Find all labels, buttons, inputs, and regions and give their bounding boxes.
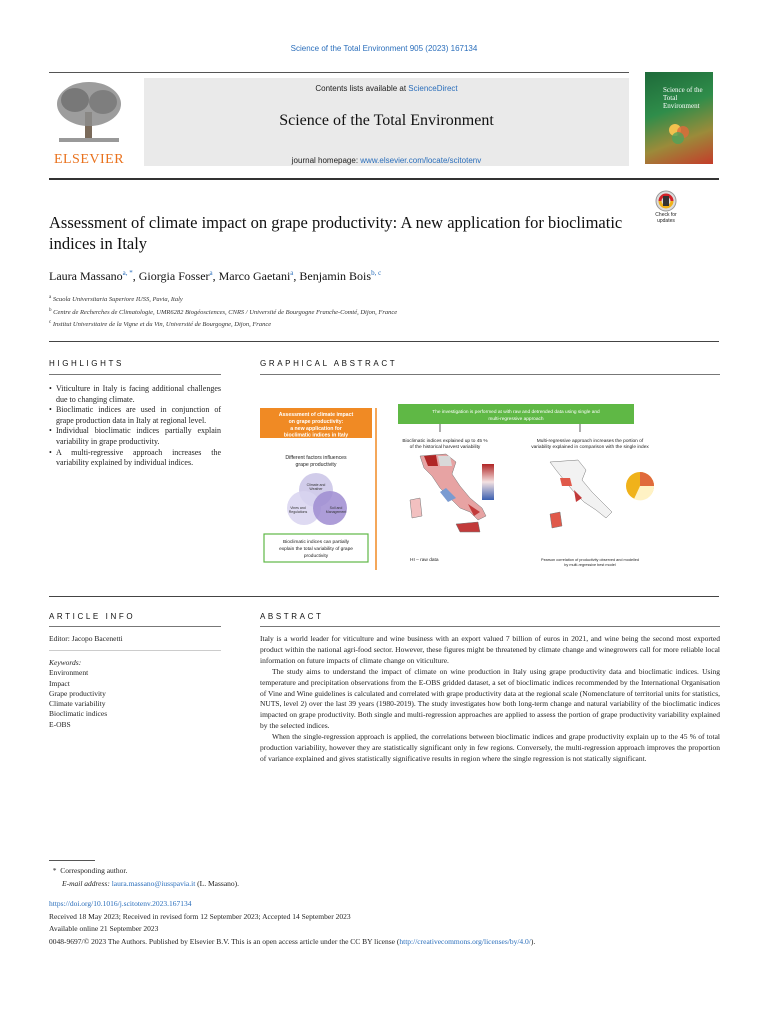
contents-prefix: Contents lists available at: [315, 84, 409, 93]
abstract-paragraph: The study aims to understand the impact of climate on wine production in Italy using grape productivity data and bioclimatic indices. Using temperature and precipitation observations from the E-OBS gridded dataset, a set of bioclimatic indices recommended by the International Organisation of Vine and Wine guidelines is calculated and correlated with grape productivity data at the regional scale (Nomenclature of territorial units for statistics, NUTS, level 2) over the last 39 years (1980-2019). The study investigates how both long-term change and natural variability of the bioclimatic indices impacted on grape productivity. Both single and multi-regression approaches are applied to assess the portion of grape productivity variability explained by the selected indices.: [260, 666, 720, 731]
affiliation: [49, 295, 183, 303]
keywords-label: Keywords:: [49, 658, 82, 667]
affiliation-text: Institut Universitaire de la Vigne et du Vin, Université de Bourgogne, Dijon, France: [52, 321, 272, 329]
author-affil-link[interactable]: b, c: [371, 269, 382, 277]
ga-title-line-2: on grape productivity:: [288, 419, 344, 425]
keywords-rule: [49, 650, 221, 651]
graphical-abstract-figure[interactable]: [260, 404, 672, 574]
ga-title-line-1: Assessment of climate impact: [278, 412, 354, 418]
graphical-abstract-heading: GRAPHICAL ABSTRACT: [260, 359, 398, 368]
ga-title-line-4: bioclimatic indices in Italy: [283, 432, 349, 439]
author-affil-link[interactable]: a: [290, 269, 294, 277]
keyword[interactable]: Bioclimatic indices: [49, 709, 108, 719]
abstract-heading: ABSTRACT: [260, 612, 324, 621]
license-link[interactable]: http://creativecommons.org/licenses/by/4.0/: [399, 937, 531, 946]
affiliation-marker: a: [49, 295, 52, 300]
graphical-abstract-rule: [260, 374, 720, 375]
keyword[interactable]: Environment: [49, 668, 89, 678]
highlights-heading: HIGHLIGHTS: [49, 359, 124, 368]
author-name: Laura Massano: [49, 269, 123, 283]
homepage-line: [144, 156, 629, 165]
ga-map1-caption-1: Bioclimatic indices explained up to 45 %: [402, 439, 488, 444]
affiliation: [49, 308, 397, 316]
highlight-item: • A multi-regressive approach increases the variability explained by individual indices.: [49, 447, 221, 468]
elsevier-tree-logo: [49, 78, 129, 166]
highlight-item: • Viticulture in Italy is facing additional challenges due to changing climate.: [49, 384, 221, 404]
section-divider: [49, 596, 719, 597]
sciencedirect-link[interactable]: ScienceDirect: [408, 84, 458, 93]
license-prefix: 0048-9697/© 2023 The Authors. Published by Elsevier B.V. This is an open access article under the CC BY license (: [49, 937, 400, 946]
keywords-block: [49, 658, 107, 730]
highlight-item: • Individual bioclimatic indices partially explain variability in grape productivity.: [49, 426, 221, 446]
received-dates: Received 18 May 2023; Received in revised form 12 September 2023; Accepted 14 September 2023: [49, 912, 351, 921]
author-name: Giorgia Fosser: [138, 269, 210, 283]
check-updates-label: Check for updates: [655, 212, 677, 224]
ga-banner-line-1: The investigation is performed at with raw and detrended data using single and: [432, 410, 600, 415]
author-name: Benjamin Bois: [299, 269, 372, 283]
affiliation-text: Scuola Universitaria Superiore IUSS, Pavia, Italy: [52, 296, 183, 304]
abstract-paragraph: When the single-regression approach is applied, the correlations between bioclimatic indices and grape productivity explain up to the 45 % of total production variability, however they are statistically significant only in few regions. Conversely, the multi-regression approach improves the proportion of variance explained and gives statistically significative results in region where the single regression is not statically significant.: [260, 732, 720, 763]
license-line: [49, 937, 535, 946]
ga-map1-note: HI – raw data: [410, 558, 439, 563]
italy-map-multiregression: [550, 460, 654, 528]
author-affil-link[interactable]: a, *: [122, 269, 133, 277]
affiliation: [49, 320, 271, 328]
keyword[interactable]: Impact: [49, 678, 70, 688]
highlights-rule: [49, 374, 221, 375]
homepage-link[interactable]: www.elsevier.com/locate/scitotenv: [360, 156, 482, 165]
highlight-item: • Bioclimatic indices are used in conjunction of grape production data in Italy at regional level.: [49, 405, 221, 425]
license-suffix: ).: [530, 937, 536, 946]
ga-left-bottom-3: productivity: [303, 554, 329, 559]
journal-cover-image[interactable]: [645, 72, 713, 164]
email-link[interactable]: laura.massano@iusspavia.it: [111, 879, 196, 888]
ga-map1-caption-2: of the historical harvest variability: [409, 445, 481, 450]
journal-title: Science of the Total Environment: [279, 112, 494, 129]
ga-map2-caption-1: Multi-regressive approach increases the portion of: [536, 439, 644, 444]
venn-label-vines: Vines and: [290, 506, 306, 510]
email-note: [62, 879, 239, 888]
journal-info-box: [144, 78, 629, 166]
keyword[interactable]: E-OBS: [49, 719, 71, 729]
check-updates-icon: [650, 190, 682, 212]
doi-link-line: [49, 899, 192, 908]
cover-title: Science of the Total Environment: [663, 86, 703, 110]
editor-line: Editor: Jacopo Bacenetti: [49, 634, 123, 643]
journal-header: [49, 72, 629, 166]
venn-label-soil-2: Management: [325, 510, 347, 514]
header-rule: [49, 72, 629, 73]
ga-left-sub-2: grape productivity: [295, 462, 337, 468]
keyword[interactable]: Grape productivity: [49, 688, 106, 698]
article-title: Assessment of climate impact on grape productivity: A new application for bioclimatic indices in Italy: [49, 213, 623, 253]
article-info-rule: [49, 626, 221, 627]
abstract-body: [260, 634, 720, 765]
venn-label-soil: Soil and: [329, 506, 343, 510]
cover-graphic-icon: [667, 122, 691, 146]
venn-label-climate-2: Weather: [309, 487, 323, 491]
footnote-rule: [49, 860, 95, 861]
author-affil-link[interactable]: a: [209, 269, 213, 277]
ga-left-sub-1: Different factors influences: [285, 455, 347, 461]
highlights-list: [49, 384, 221, 469]
elsevier-wordmark: ELSEVIER: [53, 152, 125, 167]
italy-map-raw: [410, 454, 494, 532]
journal-reference[interactable]: Science of the Total Environment 905 (2023) 167134: [290, 44, 478, 53]
doi-link[interactable]: https://doi.org/10.1016/j.scitotenv.2023.167134: [49, 899, 192, 908]
keyword[interactable]: Climate variability: [49, 699, 106, 709]
venn-label-vines-2: Regulations: [288, 510, 308, 514]
homepage-prefix: journal homepage:: [291, 156, 361, 165]
affiliation-marker: c: [49, 320, 52, 325]
available-online: Available online 21 September 2023: [49, 924, 159, 933]
check-for-updates-badge[interactable]: [650, 190, 682, 230]
ga-map2-note-2: by multi-regressive best model: [564, 563, 616, 567]
abstract-paragraph: Italy is a world leader for viticulture and wine business with an export valued 7 billion of euros in 2021, and wine being the second most exported product within the national agri-food sector. However, these figures might be threatened by climate change and winegrowers call for more reliable local information on future impacts of climate change on viticulture.: [260, 634, 720, 665]
venn-label-climate: Climate and: [306, 483, 326, 487]
corresponding-text: Corresponding author.: [60, 866, 128, 875]
contents-line: [144, 84, 629, 93]
author-list: Laura Massano$^{a, *}$, Giorgia Fosser$^a$, Marco Gaetani$^a$, Benjamin Bois$^{b, c}$: [49, 269, 382, 283]
ga-left-bottom-2: explain the total variability of grape: [279, 547, 353, 552]
ga-title-line-3: a new application for: [290, 426, 342, 432]
ga-map2-caption-2: variability explained in comparison with the single index: [531, 445, 649, 450]
author-name: Marco Gaetani: [218, 269, 291, 283]
article-info-heading: ARTICLE INFO: [49, 612, 136, 621]
affiliation-marker: b: [49, 308, 52, 313]
email-suffix: (L. Massano).: [195, 879, 240, 888]
section-divider: [49, 341, 719, 342]
abstract-rule: [260, 626, 720, 627]
affiliation-text: Centre de Recherches de Climatologie, UMR6282 Biogéosciences, CNRS / Université de Bourgogne Franche-Comté, Dijon, France: [53, 309, 398, 317]
ga-map2-note-1: Pearson correlation of productivity observed and modelled: [541, 558, 639, 562]
ga-banner-line-2: multi-regressive approach: [488, 417, 544, 422]
header-divider: [49, 178, 719, 180]
corresponding-author-note: * Corresponding author.: [49, 866, 128, 875]
email-label: E-mail address:: [62, 879, 112, 888]
ga-left-bottom-1: Bioclimatic indices can partially: [282, 540, 350, 545]
